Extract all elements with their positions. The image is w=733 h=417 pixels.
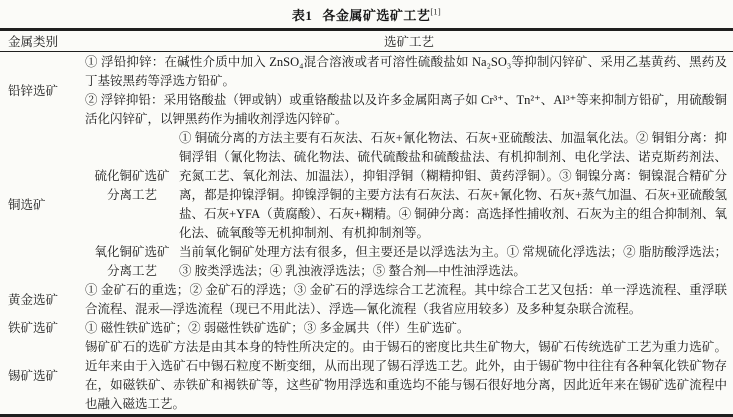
content-iron: ① 磁性铁矿选矿；② 弱磁性铁矿选矿；③ 多金属共（伴）生矿选矿。 [85, 321, 470, 335]
process-paragraph: ② 浮锌抑铅：采用铬酸盐（钾或钠）或重铬酸盐以及许多金属阳离子如 Cr³⁺、Tn²⁺、Al³⁺等来抑制方铅矿，用硫酸铜活化闪锌矿，以钾黑药作为捕收剂浮选闪锌矿。 [85, 93, 727, 126]
table-row-tin [0, 338, 733, 414]
table-title-text: 各金属矿选矿工艺 [322, 8, 431, 23]
reference-marker: [1] [430, 7, 442, 17]
content-lead-zinc [85, 53, 733, 129]
sublabel-line: 硫化铜矿选矿 [94, 169, 170, 183]
category-label-gold: 黄金选矿 [8, 292, 59, 307]
header-metal-category: 金属类别 [8, 35, 59, 49]
subrow-oxide-copper [85, 243, 733, 281]
category-label-iron: 铁矿选矿 [8, 321, 59, 335]
sublabel-line: 氧化铜矿选矿 [94, 245, 170, 259]
category-label-copper: 铜选矿 [8, 197, 46, 212]
beneficiation-table [0, 28, 733, 417]
content-tin: 锡矿矿石的选矿方法是由其本身的特性所决定的。由于锡石的密度比共生矿物大，锡矿石传统选矿工艺为重力选矿。近年来由于入选矿石中锡石粒度不断变细，从而出现了锡石浮选工艺。此外，由于锡矿物中往往有各种氧化铁矿物存在，如磁铁矿、赤铁矿和褐铁矿等，这些矿物用浮选和重选均不能与锡石很好地分离，因此近年来在锡矿选矿流程中也融入磁选工艺。 [85, 340, 727, 411]
content-sulfide-copper: ① 铜硫分离的方法主要有石灰法、石灰+氰化物法、石灰+亚硫酸法、加温氧化法。② 铜钼分离：抑铜浮钼（氰化物法、硫化物法、硫代硫酸盐和硫酸盐法、有机抑制剂、电化学法、诺克斯药剂法、充氮工艺、氧化剂法、加温法），抑钼浮铜（糊精抑钼、黄药浮铜）。③ 铜镍分离：铜镍混合精矿分离，都是抑镍浮铜。抑镍浮铜的主要方法有石灰法、石灰+氰化物、石灰+蒸气加温、石灰+亚硫酸氢盐、石灰+YFA（黄腐酸）、石灰+糊精。④ 铜砷分离：高选择性捕收剂、石灰为主的组合抑制剂、氧化法、硫氧酸等无机抑制剂、有机抑制剂等。 [179, 131, 727, 240]
table-row-gold [0, 281, 733, 319]
sublabel-sulfide-copper [85, 129, 179, 243]
sublabel-line: 分离工艺 [106, 188, 157, 202]
copper-subrows [85, 129, 733, 281]
process-paragraph: ① 浮铅抑锌：在碱性介质中加入 ZnSO₄混合溶液或者可溶性硫酸盐如 Na₂SO₃等抑制闪锌矿、采用乙基黄药、黑药及丁基铵黑药等浮选方铅矿。 [85, 55, 727, 88]
content-gold: ① 金矿石的重选；② 金矿石的浮选；③ 金矿石的浮选综合工艺流程。其中综合工艺又包括：单一浮选流程、重浮联合流程、混汞—浮选流程（现已不用此法）、浮选—氰化流程（我省应用较多）及多种复杂联合流程。 [85, 283, 727, 316]
table-title [0, 0, 733, 26]
table-number: 表1 [291, 8, 313, 23]
category-label-tin: 锡矿选矿 [8, 368, 59, 383]
content-oxide-copper: 当前氧化铜矿处理方法有很多，但主要还是以浮选法为主。① 常规硫化浮选法；② 脂肪酸浮选法；③ 胺类浮选法；④ 乳浊液浮选法；⑤ 螯合剂—中性油浮选法。 [179, 245, 727, 278]
table-row-iron [0, 319, 733, 338]
table-row-lead-zinc [0, 52, 733, 129]
category-label-lead-zinc: 铅锌选矿 [8, 83, 59, 98]
table-header-row [0, 31, 733, 52]
subrow-sulfide-copper [85, 129, 733, 243]
table-row-copper [0, 129, 733, 281]
sublabel-line: 分离工艺 [106, 264, 157, 278]
header-process: 选矿工艺 [383, 35, 434, 49]
sublabel-oxide-copper [85, 243, 179, 281]
